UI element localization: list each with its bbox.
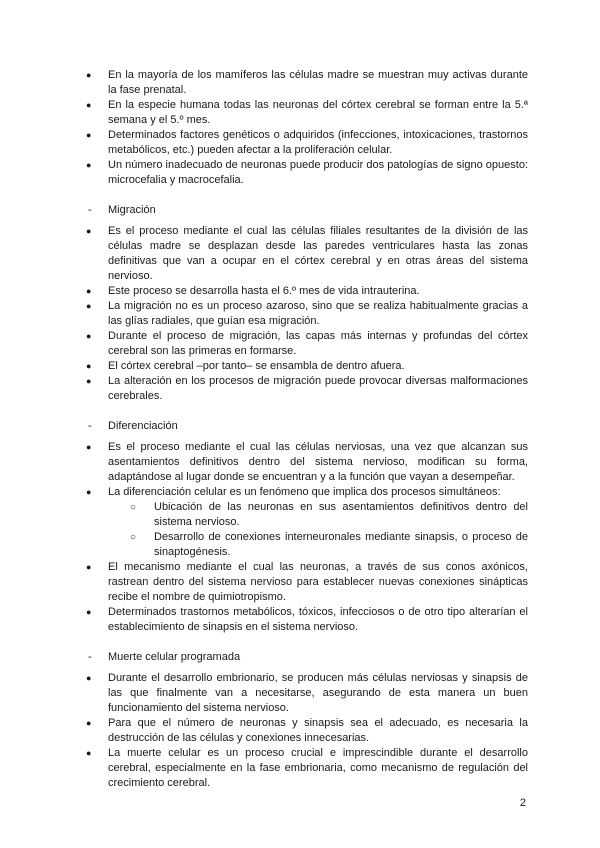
bullet-item: ● Es el proceso mediante el cual las células filiales resultantes de la división de las células madre se desplazan desde las paredes ventriculares hasta las zonas definitivas que van a ocupar en el córtex cerebral y en otras áreas del sistema nervioso. — [86, 224, 528, 284]
dash-marker: - — [88, 420, 92, 432]
bullet-item: ● En la mayoría de los mamíferos las células madre se muestran muy activas durante la fase prenatal. — [86, 68, 528, 98]
dash-marker: - — [88, 651, 92, 663]
heading-text: Muerte celular programada — [108, 651, 241, 663]
section-diferenciacion — [86, 419, 528, 635]
sub-bullet-item: ○ Desarrollo de conexiones interneuronales mediante sinapsis, o proceso de sinaptogénesis. — [108, 530, 528, 560]
migracion-bullet-list — [86, 224, 528, 404]
bullet-item-with-subitems — [86, 485, 528, 560]
bullet-text: La diferenciación celular es un fenómeno que implica dos procesos simultáneos: — [108, 486, 501, 498]
page-number: 2 — [519, 797, 526, 809]
bullet-item: ● La alteración en los procesos de migración puede provocar diversas malformaciones cerebrales. — [86, 374, 528, 404]
bullet-item: ● La migración no es un proceso azaroso, sino que se realiza habitualmente gracias a las glías radiales, que guían esa migración. — [86, 299, 528, 329]
bullet-item: ● Un número inadecuado de neuronas puede producir dos patologías de signo opuesto: microcefalia y macrocefalia. — [86, 158, 528, 188]
document-body — [86, 68, 528, 791]
diferenciacion-bullet-list — [86, 440, 528, 635]
section-heading-migracion — [86, 203, 528, 218]
bullet-item: ● En la especie humana todas las neuronas del córtex cerebral se forman entre la 5.ª semana y el 5.º mes. — [86, 98, 528, 128]
sub-bullet-item: ○ Ubicación de las neuronas en sus asentamientos definitivos dentro del sistema nervioso. — [108, 500, 528, 530]
bullet-item: ● Durante el proceso de migración, las capas más internas y profundas del córtex cerebral son las primeras en formarse. — [86, 329, 528, 359]
section-heading-muerte-celular — [86, 650, 528, 665]
intro-bullet-list — [86, 68, 528, 188]
section-muerte-celular — [86, 650, 528, 791]
bullet-item: ● El córtex cerebral –por tanto– se ensambla de dentro afuera. — [86, 359, 528, 374]
bullet-item: ● Es el proceso mediante el cual las células nerviosas, una vez que alcanzan sus asentamientos definitivos dentro del sistema nervioso, modifican su forma, adaptándose al lugar donde se encuentran y a la función que vayan a desempeñar. — [86, 440, 528, 485]
bullet-item: ● Determinados factores genéticos o adquiridos (infecciones, intoxicaciones, trastornos metabólicos, etc.) pueden afectar a la proliferación celular. — [86, 128, 528, 158]
heading-text: Diferenciación — [108, 420, 178, 432]
section-migracion — [86, 203, 528, 404]
bullet-item: ● Este proceso se desarrolla hasta el 6.º mes de vida intrauterina. — [86, 284, 528, 299]
section-heading-diferenciacion — [86, 419, 528, 434]
bullet-item: ● Durante el desarrollo embrionario, se producen más células nerviosas y sinapsis de las que finalmente van a necesitarse, asegurando de esta manera un buen funcionamiento del sistema nervioso. — [86, 671, 528, 716]
sub-bullet-list — [108, 500, 528, 560]
bullet-item: ● El mecanismo mediante el cual las neuronas, a través de sus conos axónicos, rastrean dentro del sistema nervioso para establecer nuevas conexiones sinápticas recibe el nombre de quimiotropismo. — [86, 560, 528, 605]
bullet-item: ● Para que el número de neuronas y sinapsis sea el adecuado, es necesaria la destrucción de las células y conexiones innecesarias. — [86, 716, 528, 746]
dash-marker: - — [88, 204, 92, 216]
muerte-bullet-list — [86, 671, 528, 791]
heading-text: Migración — [108, 204, 156, 216]
bullet-item: ● Determinados trastornos metabólicos, tóxicos, infecciosos o de otro tipo alterarían el establecimiento de sinapsis en el sistema nervioso. — [86, 605, 528, 635]
bullet-item: ● La muerte celular es un proceso crucial e imprescindible durante el desarrollo cerebral, especialmente en la fase embrionaria, como mecanismo de regulación del crecimiento cerebral. — [86, 746, 528, 791]
